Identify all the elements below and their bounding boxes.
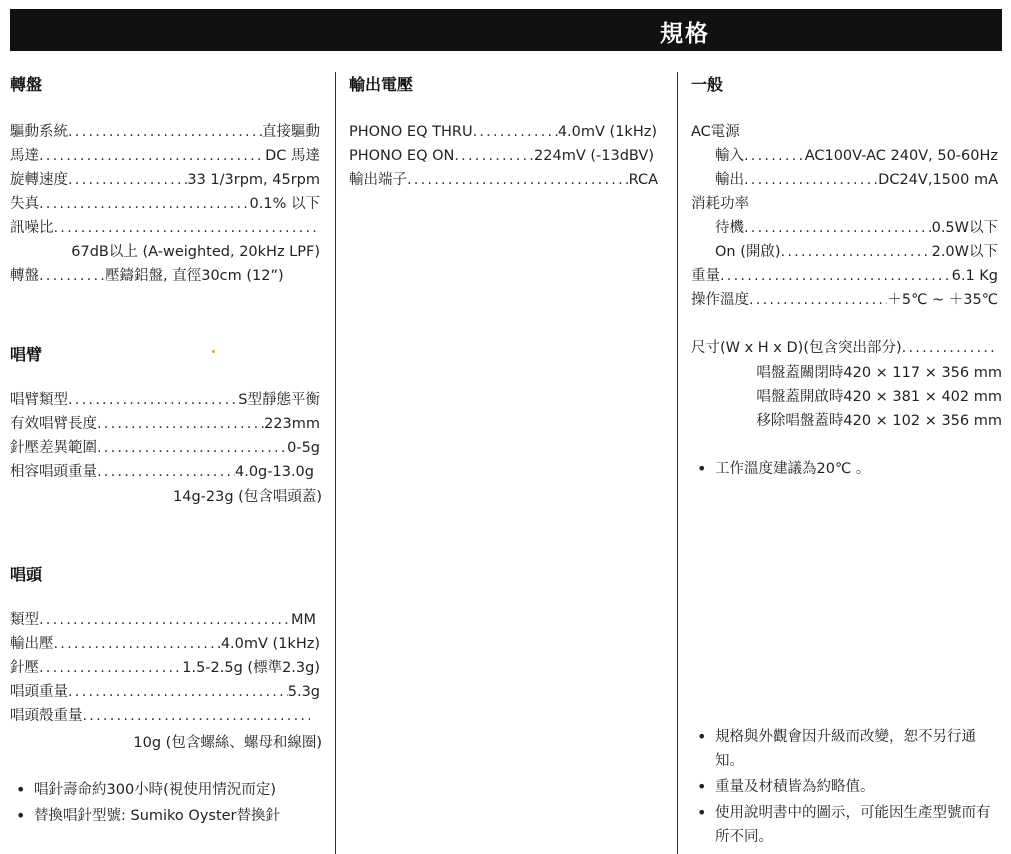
spec-row xyxy=(10,437,320,461)
note-item: • 替換唱針型號: Sumiko Oyster替換針 xyxy=(10,804,330,828)
leader-dots xyxy=(407,169,629,191)
spec-row xyxy=(10,705,310,729)
spec-value: 4.0g-13.0g xyxy=(235,464,314,480)
spec-row xyxy=(10,633,320,657)
spec-row xyxy=(10,169,320,193)
spec-label: 馬達 xyxy=(10,148,39,164)
cartridge-title: 唱頭 xyxy=(10,565,43,584)
spec-label: 轉盤 xyxy=(10,268,39,284)
spec-row xyxy=(10,145,320,169)
spec-value: 0.1% 以下 xyxy=(249,196,320,212)
spec-label: 輸出壓 xyxy=(10,636,54,652)
spec-label: 失真 xyxy=(10,196,39,212)
header-bar xyxy=(10,9,1002,51)
leader-dots xyxy=(454,145,534,167)
spec-row xyxy=(691,289,998,313)
leader-dots xyxy=(744,145,805,167)
spec-value: DC 馬達 xyxy=(265,148,320,164)
dimensions-row xyxy=(691,337,995,361)
spec-label: On (開啟) xyxy=(715,244,781,260)
spec-label: 針壓 xyxy=(10,660,39,676)
spec-value: 6.1 Kg xyxy=(951,268,998,284)
cartridge-weight-extra: 14g-23g (包含唱頭蓋) xyxy=(173,489,322,505)
spec-value: DC24V,1500 mA xyxy=(878,172,998,188)
leader-dots xyxy=(781,241,932,263)
spec-row xyxy=(10,657,320,681)
spec-value: 1.5-2.5g (標準2.3g) xyxy=(182,660,320,676)
leader-dots xyxy=(97,413,264,435)
spec-value: 0-5g xyxy=(287,440,320,456)
leader-dots xyxy=(39,145,265,167)
spec-label: 類型 xyxy=(10,612,39,628)
leader-dots xyxy=(902,337,995,359)
spec-label: PHONO EQ ON xyxy=(349,148,455,164)
leader-dots xyxy=(720,265,952,287)
spec-label: 尺寸(W x H x D)(包含突出部分) xyxy=(691,340,902,356)
marker-dot xyxy=(212,350,215,353)
spec-row xyxy=(10,681,320,705)
spec-label: 唱臂類型 xyxy=(10,392,68,408)
spec-label: 操作溫度 xyxy=(691,292,749,308)
spec-label: 相容唱頭重量 xyxy=(10,464,97,480)
note-item: • 使用說明書中的圖示，可能因生產型號而有所不同。 xyxy=(691,801,1001,849)
dimension-value: 唱盤蓋開啟時420 × 381 × 402 mm xyxy=(756,389,1002,405)
leader-dots xyxy=(68,681,288,703)
spec-row xyxy=(691,265,998,289)
spec-value: 2.0W以下 xyxy=(931,244,998,260)
leader-dots xyxy=(68,389,238,411)
note-item: • 重量及材積皆為約略值。 xyxy=(691,775,1001,799)
spec-label: 訊噪比 xyxy=(10,220,54,236)
spec-label: PHONO EQ THRU xyxy=(349,124,473,140)
temperature-note xyxy=(691,457,1001,483)
spec-value: MM xyxy=(290,612,316,628)
leader-dots xyxy=(97,437,287,459)
spec-value: 4.0mV (1kHz) xyxy=(220,636,320,652)
spec-row xyxy=(10,609,316,633)
spec-row xyxy=(10,121,320,145)
column-divider-2 xyxy=(677,72,678,854)
spec-row xyxy=(349,121,657,145)
column-divider-1 xyxy=(335,72,336,854)
leader-dots xyxy=(39,657,182,679)
spec-value: 5.3g xyxy=(287,684,320,700)
leader-dots xyxy=(473,121,558,143)
spec-label: 旋轉速度 xyxy=(10,172,68,188)
spec-label: 唱頭殼重量 xyxy=(10,708,83,724)
leader-dots xyxy=(54,633,221,655)
spec-value: 223mm xyxy=(264,416,320,432)
spec-label: 驅動系統 xyxy=(10,124,68,140)
spec-label: 重量 xyxy=(691,268,720,284)
note-item: • 規格與外觀會因升級而改變，恕不另行通知。 xyxy=(691,725,1001,773)
leader-dots xyxy=(39,609,291,631)
leader-dots xyxy=(97,461,235,483)
general-notes xyxy=(691,725,1001,851)
leader-dots xyxy=(744,169,878,191)
leader-dots xyxy=(39,193,250,215)
spec-value: AC100V-AC 240V, 50-60Hz xyxy=(804,148,998,164)
spec-label: 待機 xyxy=(715,220,744,236)
general-title: 一般 xyxy=(691,75,724,94)
page-title: 規格 xyxy=(660,21,710,47)
spec-label: 針壓差異範圍 xyxy=(10,440,97,456)
spec-row xyxy=(10,193,320,217)
snr-value: 67dB以上 (A-weighted, 20kHz LPF) xyxy=(71,244,320,260)
spec-value: 直接驅動 xyxy=(262,124,320,140)
spec-row xyxy=(10,217,320,241)
spec-row xyxy=(349,169,658,193)
output-title: 輸出電壓 xyxy=(349,75,414,94)
leader-dots xyxy=(68,169,187,191)
spec-value: 0.5W以下 xyxy=(931,220,998,236)
power-consumption-label: 消耗功率 xyxy=(691,196,749,212)
leader-dots xyxy=(68,121,262,143)
spec-row xyxy=(349,145,654,169)
spec-label: 有效唱臂長度 xyxy=(10,416,97,432)
spec-row xyxy=(10,461,320,485)
spec-value: 33 1/3rpm, 45rpm xyxy=(187,172,320,188)
spec-row xyxy=(715,217,998,241)
turntable-title: 轉盤 xyxy=(10,75,43,94)
ac-power-label: AC電源 xyxy=(691,124,740,140)
spec-row-platter xyxy=(10,265,320,289)
spec-row xyxy=(715,241,998,265)
leader-dots xyxy=(54,217,321,239)
leader-dots xyxy=(749,289,887,311)
spec-row xyxy=(10,413,320,437)
spec-row xyxy=(10,389,320,413)
cartridge-notes xyxy=(10,778,330,830)
spec-label: 輸出 xyxy=(715,172,744,188)
dimension-value: 唱盤蓋關閉時420 × 117 × 356 mm xyxy=(756,365,1002,381)
spec-row xyxy=(715,145,998,169)
leader-dots xyxy=(39,265,105,287)
note-item: • 唱針壽命約300小時(視使用情況而定) xyxy=(10,778,330,802)
shell-weight-value: 10g (包含螺絲、螺母和線圈) xyxy=(133,735,322,751)
spec-value: 224mV (-13dBV) xyxy=(534,148,654,164)
spec-value: 壓鑄鋁盤, 直徑30cm (12”) xyxy=(105,268,284,284)
leader-dots xyxy=(744,217,932,239)
spec-value: RCA xyxy=(628,172,658,188)
spec-value: ＋5℃ ~ ＋35℃ xyxy=(887,292,998,308)
dimension-value: 移除唱盤蓋時420 × 102 × 356 mm xyxy=(756,413,1002,429)
spec-value: S型靜態平衡 xyxy=(238,392,320,408)
spec-label: 輸出端子 xyxy=(349,172,407,188)
tonearm-title: 唱臂 xyxy=(10,345,43,364)
spec-value: 4.0mV (1kHz) xyxy=(557,124,657,140)
note-item: • 工作溫度建議為20℃ 。 xyxy=(691,457,1001,481)
spec-row xyxy=(715,169,998,193)
leader-dots xyxy=(83,705,311,727)
spec-label: 唱頭重量 xyxy=(10,684,68,700)
spec-label: 輸入 xyxy=(715,148,744,164)
